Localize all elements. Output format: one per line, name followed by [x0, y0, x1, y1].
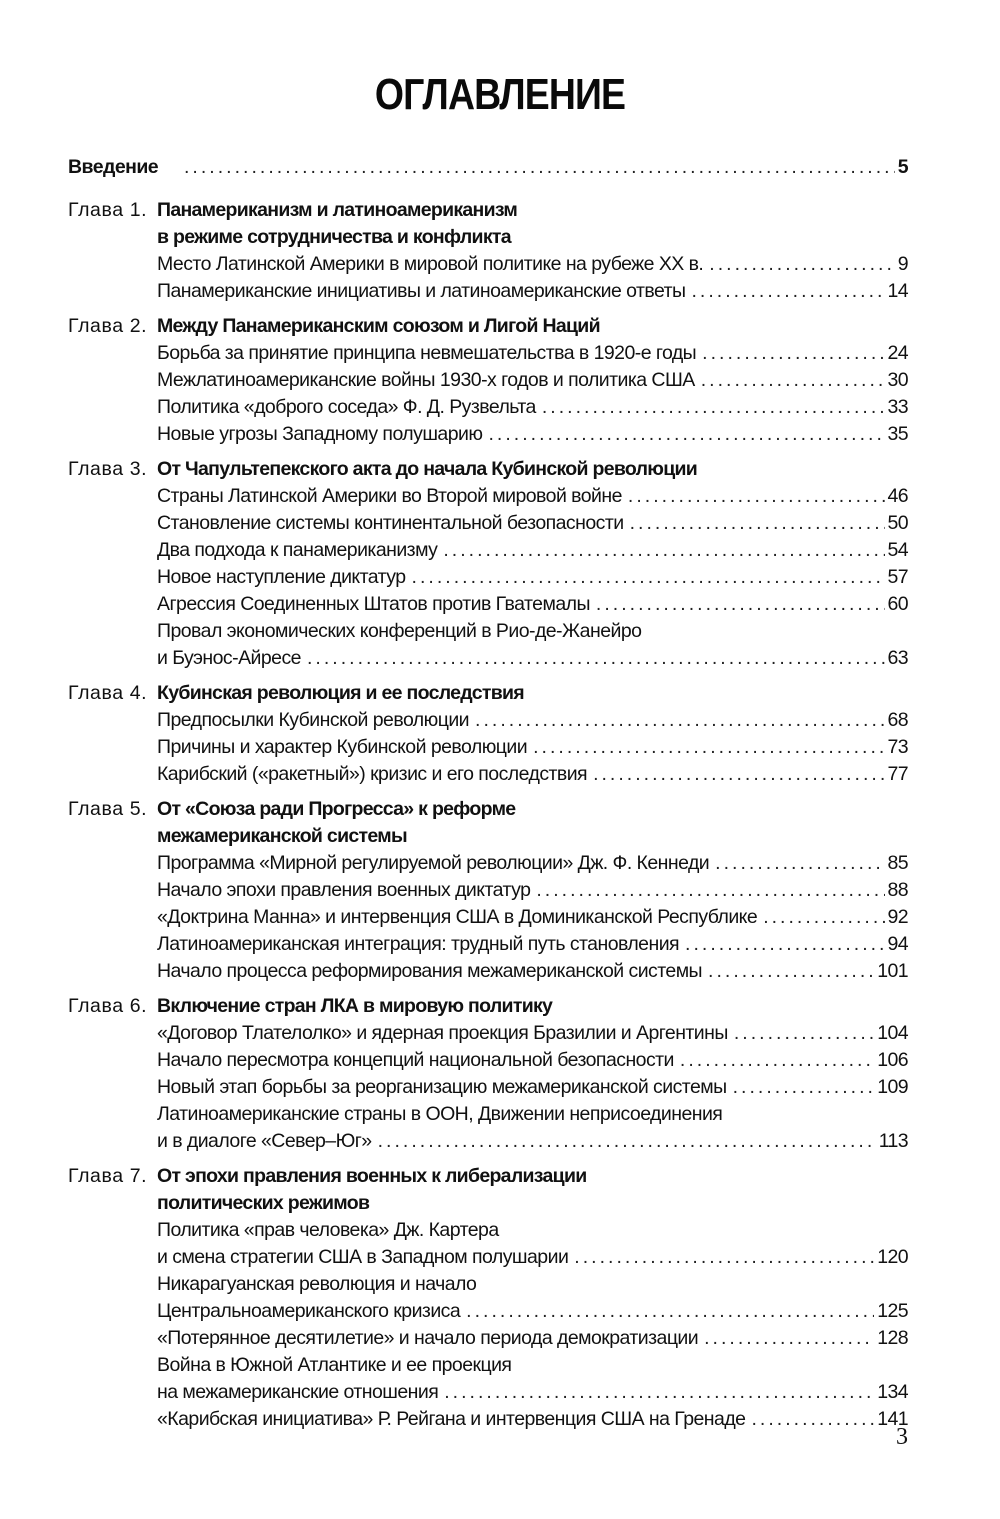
page-number: 63: [887, 647, 908, 669]
toc-entry[interactable]: [157, 1352, 908, 1406]
dot-leader: [593, 761, 884, 788]
entry-title: Центральноамериканского кризиса: [157, 1300, 461, 1322]
toc-entry-line: [157, 958, 908, 985]
toc-entry[interactable]: [157, 958, 908, 985]
chapter-4: [68, 680, 908, 788]
page-number: 104: [877, 1022, 908, 1044]
dot-leader: [443, 537, 884, 564]
entry-title: «Потерянное десятилетие» и начало периода демократизации: [157, 1327, 699, 1349]
toc-entry-line: [157, 734, 908, 761]
page-number: 77: [887, 763, 908, 785]
toc-entry[interactable]: [157, 591, 908, 618]
toc-entry[interactable]: [157, 877, 908, 904]
page-number: 125: [877, 1300, 908, 1322]
toc-entry-line: [157, 618, 908, 645]
page-number: 73: [887, 736, 908, 758]
page-number: 57: [887, 566, 908, 588]
toc-entry-line: [157, 483, 908, 510]
chapter-label: Глава 1.: [68, 199, 148, 221]
toc-entry[interactable]: [157, 618, 908, 672]
entry-title: и смена стратегии США в Западном полушарии: [157, 1246, 569, 1268]
dot-leader: [708, 958, 874, 985]
entry-title: Новые угрозы Западному полушарию: [157, 423, 483, 445]
dot-leader: [685, 931, 884, 958]
chapter-label: Глава 7.: [68, 1165, 148, 1187]
entry-title: Провал экономических конференций в Рио-де-Жанейро: [157, 620, 642, 642]
toc-entry[interactable]: [157, 904, 908, 931]
toc-entry-line: [157, 367, 908, 394]
toc-entry-line: [157, 421, 908, 448]
entry-title: Политика «прав человека» Дж. Картера: [157, 1219, 499, 1241]
chapter-5: [68, 796, 908, 985]
entry-title: Новый этап борьбы за реорганизацию межамериканской системы: [157, 1076, 727, 1098]
chapter-label: Глава 4.: [68, 682, 148, 704]
entry-title: Программа «Мирной регулируемой революции» Дж. Ф. Кеннеди: [157, 852, 710, 874]
page-number: 5: [897, 156, 908, 178]
toc-entry-line: [157, 1352, 908, 1379]
chapter-title[interactable]: межамериканской системы: [157, 825, 407, 847]
toc-entry-line: [157, 394, 908, 421]
dot-leader: [596, 591, 885, 618]
dot-leader: [763, 904, 884, 931]
entry-title: на межамериканские отношения: [157, 1381, 439, 1403]
entry-title: Карибский («ракетный») кризис и его последствия: [157, 763, 588, 785]
page-number: 88: [887, 879, 908, 901]
dot-leader: [691, 278, 884, 305]
dot-leader: [574, 1244, 874, 1271]
chapter-title[interactable]: в режиме сотрудничества и конфликта: [157, 226, 511, 248]
chapter-title[interactable]: Кубинская революция и ее последствия: [157, 682, 524, 704]
page-number: 68: [887, 709, 908, 731]
toc-entry-line: [157, 1074, 908, 1101]
entry-title: Борьба за принятие принципа невмешательства в 1920-е годы: [157, 342, 697, 364]
toc-entry[interactable]: [157, 1217, 908, 1271]
entry-title: Начало пересмотра концепций национальной безопасности: [157, 1049, 674, 1071]
entry-title: Межлатиноамериканские войны 1930-х годов и политика США: [157, 369, 695, 391]
toc-entry-line: [157, 1379, 908, 1406]
page-number: 24: [887, 342, 908, 364]
page-number: 46: [887, 485, 908, 507]
dot-leader: [680, 1047, 874, 1074]
dot-leader: [533, 734, 884, 761]
toc-entry-line: [157, 1325, 908, 1352]
chapter-row: [68, 1163, 908, 1433]
chapter-row: [68, 456, 908, 672]
toc-entry[interactable]: [157, 483, 908, 510]
table-of-contents: [68, 154, 908, 1441]
page-number: 109: [877, 1076, 908, 1098]
dot-leader: [709, 251, 894, 278]
toc-entry-line: [157, 877, 908, 904]
toc-entry-line: [157, 1271, 908, 1298]
toc-entry-line: [157, 1217, 908, 1244]
toc-entry-line: [157, 850, 908, 877]
dot-leader: [444, 1379, 874, 1406]
entry-title: Место Латинской Америки в мировой политике на рубеже XX в.: [157, 253, 704, 275]
toc-entry[interactable]: [157, 850, 908, 877]
dot-leader: [628, 483, 885, 510]
entry-title: Война в Южной Атлантике и ее проекция: [157, 1354, 512, 1376]
chapter-title[interactable]: Между Панамериканским союзом и Лигой Наций: [157, 315, 600, 337]
dot-leader: [701, 367, 885, 394]
chapter-title[interactable]: От эпохи правления военных к либерализации: [157, 1165, 587, 1187]
toc-entry[interactable]: [157, 1101, 908, 1155]
page-folio: 3: [896, 1424, 908, 1450]
toc-entry[interactable]: [157, 734, 908, 761]
chapter-row: [68, 796, 908, 985]
page-number: 134: [877, 1381, 908, 1403]
toc-entry-line: [157, 1244, 908, 1271]
page-number: 128: [877, 1327, 908, 1349]
entry-title: Два подхода к панамериканизму: [157, 539, 438, 561]
chapter-7: [68, 1163, 908, 1433]
toc-entry-line: [157, 904, 908, 931]
page-number: 106: [877, 1049, 908, 1071]
toc-entry[interactable]: [157, 367, 908, 394]
entry-title: Предпосылки Кубинской революции: [157, 709, 470, 731]
dot-leader: [412, 564, 885, 591]
toc-entry-line: [157, 564, 908, 591]
chapter-list: [68, 197, 908, 1433]
page-number: 101: [877, 960, 908, 982]
page-number: 113: [878, 1130, 908, 1152]
page-number: 120: [877, 1246, 908, 1268]
entry-title: «Договор Тлателолко» и ядерная проекция Бразилии и Аргентины: [157, 1022, 728, 1044]
toc-entry-line: [157, 707, 908, 734]
chapter-label: Глава 3.: [68, 458, 148, 480]
chapter-2: [68, 313, 908, 448]
toc-entry[interactable]: [157, 394, 908, 421]
page-number: 85: [887, 852, 908, 874]
chapter-label: Глава 2.: [68, 315, 148, 337]
chapter-label: Глава 6.: [68, 995, 148, 1017]
page-number: 54: [887, 539, 908, 561]
dot-leader: [734, 1020, 874, 1047]
page-number: 35: [887, 423, 908, 445]
chapter-row: [68, 313, 908, 448]
toc-entry-line: [157, 645, 908, 672]
entry-title: Становление системы континентальной безопасности: [157, 512, 624, 534]
entry-title: Латиноамериканская интеграция: трудный путь становления: [157, 933, 680, 955]
entry-title: Введение: [68, 156, 159, 178]
toc-entry-line: [157, 931, 908, 958]
chapter-title[interactable]: От Чапультепекского акта до начала Кубинской революции: [157, 458, 698, 480]
toc-entry[interactable]: [157, 564, 908, 591]
toc-entry-line: [157, 591, 908, 618]
dot-leader: [536, 877, 884, 904]
chapter-body: [157, 197, 908, 305]
page-number: 141: [877, 1408, 908, 1430]
toc-entry-line: [157, 1020, 908, 1047]
page-title: ОГЛАВЛЕНИЕ: [374, 70, 626, 119]
dot-leader: [466, 1298, 874, 1325]
toc-entry[interactable]: [157, 707, 908, 734]
page-number: 94: [887, 933, 908, 955]
page-number: 9: [897, 253, 908, 275]
toc-entry[interactable]: [157, 278, 908, 305]
toc-entry[interactable]: [157, 1406, 908, 1433]
toc-entry-line: [157, 278, 908, 305]
toc-entry[interactable]: [157, 1047, 908, 1074]
page-number: 92: [887, 906, 908, 928]
dot-leader: [184, 154, 895, 181]
toc-entry-line: [157, 1101, 908, 1128]
dot-leader: [378, 1128, 876, 1155]
chapter-row: [68, 197, 908, 305]
chapter-title[interactable]: Включение стран ЛКА в мировую политику: [157, 995, 553, 1017]
entry-title: Агрессия Соединенных Штатов против Гватемалы: [157, 593, 590, 615]
toc-entry[interactable]: [157, 510, 908, 537]
entry-title: «Доктрина Манна» и интервенция США в Доминиканской Республике: [157, 906, 758, 928]
toc-entry-line: [157, 1406, 908, 1433]
chapter-3: [68, 456, 908, 672]
entry-title: Панамериканские инициативы и латиноамериканские ответы: [157, 280, 686, 302]
dot-leader: [715, 850, 884, 877]
toc-entry-line: [157, 251, 908, 278]
toc-entry-line: [157, 1047, 908, 1074]
dot-leader: [307, 645, 885, 672]
toc-entry[interactable]: [157, 340, 908, 367]
chapter-1: [68, 197, 908, 305]
toc-entry-line: [157, 537, 908, 564]
chapter-title[interactable]: политических режимов: [157, 1192, 370, 1214]
chapter-body: [157, 796, 908, 985]
toc-entry[interactable]: [157, 537, 908, 564]
dot-leader: [488, 421, 884, 448]
entry-title: Страны Латинской Америки во Второй мировой войне: [157, 485, 622, 507]
page-number: 30: [887, 369, 908, 391]
chapter-6: [68, 993, 908, 1155]
entry-title: Новое наступление диктатур: [157, 566, 406, 588]
toc-entry-introduction[interactable]: [68, 154, 908, 181]
toc-entry-line: [157, 761, 908, 788]
chapter-row: [68, 993, 908, 1155]
toc-entry[interactable]: [157, 761, 908, 788]
toc-entry-line: [157, 510, 908, 537]
dot-leader: [704, 1325, 874, 1352]
entry-title: «Карибская инициатива» Р. Рейгана и интервенция США на Гренаде: [157, 1408, 746, 1430]
entry-title: и в диалоге «Север–Юг»: [157, 1130, 372, 1152]
dot-leader: [733, 1074, 875, 1101]
toc-entry-line: [157, 1298, 908, 1325]
chapter-body: [157, 1163, 908, 1433]
dot-leader: [630, 510, 885, 537]
chapter-title[interactable]: Панамериканизм и латиноамериканизм: [157, 199, 518, 221]
dot-leader: [542, 394, 885, 421]
chapter-body: [157, 993, 908, 1155]
toc-entry[interactable]: [157, 1020, 908, 1047]
entry-title: Начало процесса реформирования межамериканской системы: [157, 960, 703, 982]
chapter-body: [157, 313, 908, 448]
dot-leader: [702, 340, 884, 367]
chapter-body: [157, 680, 908, 788]
entry-title: Причины и характер Кубинской революции: [157, 736, 528, 758]
toc-entry[interactable]: [157, 251, 908, 278]
entry-title: Латиноамериканские страны в ООН, Движении неприсоединения: [157, 1103, 723, 1125]
page-number: 50: [887, 512, 908, 534]
toc-entry[interactable]: [157, 421, 908, 448]
dot-leader: [475, 707, 884, 734]
page-number: 14: [887, 280, 908, 302]
toc-entry-line: [157, 340, 908, 367]
dot-leader: [751, 1406, 874, 1433]
toc-entry[interactable]: [157, 1074, 908, 1101]
page-number: 60: [887, 593, 908, 615]
entry-title: и Буэнос-Айресе: [157, 647, 301, 669]
entry-title: Начало эпохи правления военных диктатур: [157, 879, 531, 901]
toc-entry[interactable]: [157, 1271, 908, 1325]
toc-entry[interactable]: [157, 931, 908, 958]
chapter-row: [68, 680, 908, 788]
toc-entry-line: [157, 1128, 908, 1155]
chapter-body: [157, 456, 908, 672]
entry-title: Никарагуанская революция и начало: [157, 1273, 477, 1295]
entry-title: Политика «доброго соседа» Ф. Д. Рузвельта: [157, 396, 536, 418]
chapter-label: Глава 5.: [68, 798, 148, 820]
page-number: 33: [887, 396, 908, 418]
toc-entry[interactable]: [157, 1325, 908, 1352]
chapter-title[interactable]: От «Союза ради Прогресса» к реформе: [157, 798, 516, 820]
